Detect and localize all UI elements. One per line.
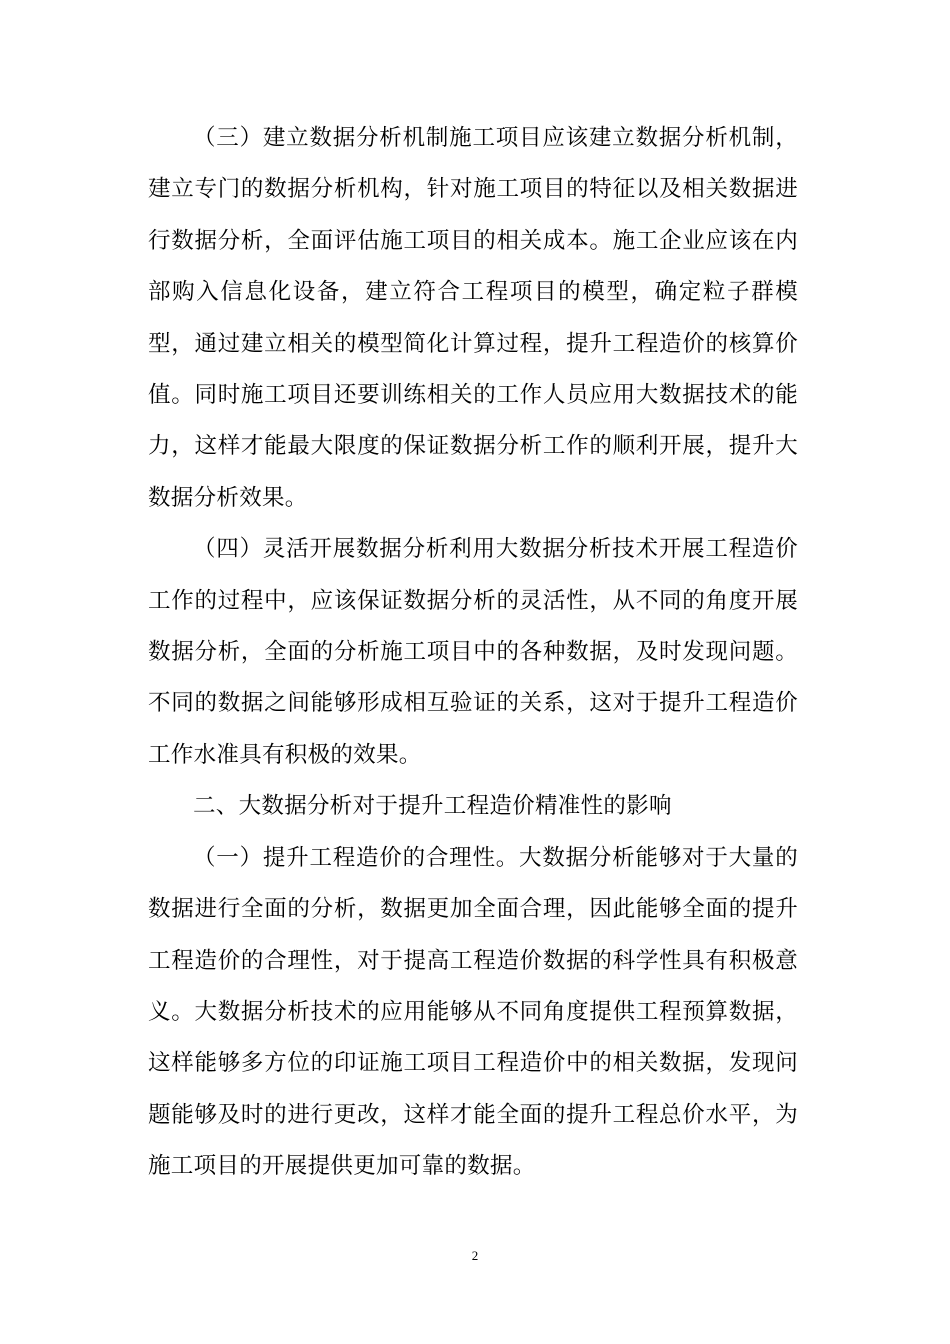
section-heading: 二、大数据分析对于提升工程造价精准性的影响 [193,793,672,820]
paragraph-improve-rationality: （一）提升工程造价的合理性。大数据分析能够对于大量的数据进行全面的分析，数据更加全面合理，因此能够全面的提升工程造价的合理性，对于提高工程造价数据的科学性具有积极意义。大数据分析技术的应用能够从不同角度提供工程预算数据，这样能够多方位的印证施工项目工程造价中的相关数据，发现问题能够及时的进行更改，这样才能全面的提升工程总价水平，为施工项目的开展提供更加可靠的数据。 [148,844,798,1180]
paragraph-flexible-data-analysis: （四）灵活开展数据分析利用大数据分析技术开展工程造价工作的过程中，应该保证数据分析的灵活性，从不同的角度开展数据分析，全面的分析施工项目中的各种数据，及时发现问题。不同的数据之间能够形成相互验证的关系，这对于提升工程造价工作水准具有积极的效果。 [148,536,798,768]
document-body [148,113,798,1193]
paragraph-establish-data-analysis-mechanism: （三）建立数据分析机制施工项目应该建立数据分析机制，建立专门的数据分析机构，针对施工项目的特征以及相关数据进行数据分析，全面评估施工项目的相关成本。施工企业应该在内部购入信息化设备，建立符合工程项目的模型，确定粒子群模型，通过建立相关的模型简化计算过程，提升工程造价的核算价值。同时施工项目还要训练相关的工作人员应用大数据技术的能力，这样才能最大限度的保证数据分析工作的顺利开展，提升大数据分析效果。 [148,125,798,511]
page-number: 2 [471,1248,479,1263]
